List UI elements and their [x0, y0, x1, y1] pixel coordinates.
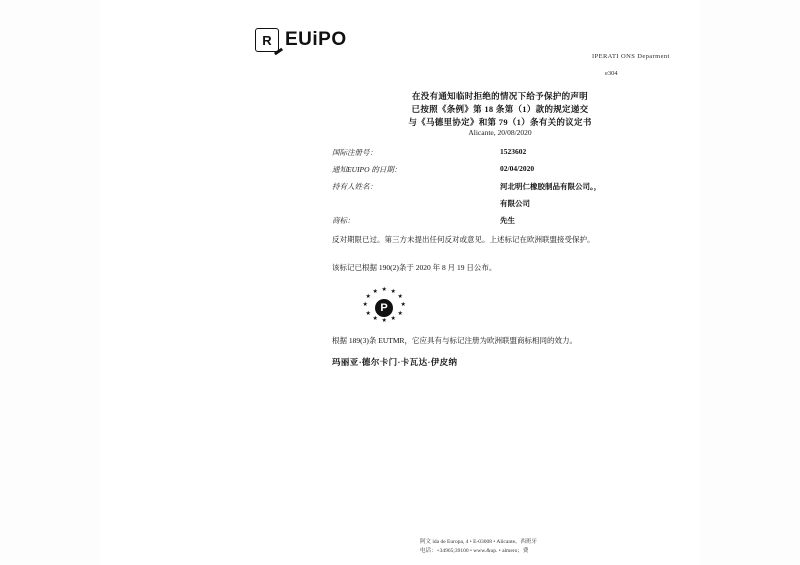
document-title [200, 90, 800, 130]
title-line-3: 与《马德里协定》和第 79（1）条有关的议定书 [408, 117, 592, 128]
paragraph-publication: 该标记已根据 190(2)条于 2020 年 8 月 19 日公布。 [332, 263, 497, 272]
place-and-date: Alicante, 20/08/2020 [468, 128, 532, 137]
field-label-registration-number: 国际注册号： [332, 148, 377, 157]
department-line: IPERATI ONS Deparment [592, 53, 670, 60]
field-row [100, 215, 800, 232]
field-label-notification-date: 通知EUIPO 的日期： [332, 165, 402, 174]
footer-contact: 电话：+34965;39100 • www.&up. • almero；费 [420, 548, 529, 555]
field-row [100, 147, 800, 164]
emblem-center-letter: P [375, 299, 393, 317]
document-footer [420, 538, 780, 556]
field-list [100, 147, 800, 232]
footer-address: 阿文 ida de Europa, 4 • E-03008 • Alicante、西班牙 [420, 539, 538, 545]
paragraph-effect: 根据 189(3)条 EUTMR，它应具有与标记注册为欧洲联盟商标相同的效力。 [332, 336, 577, 345]
field-row [100, 164, 800, 181]
field-value-trademark: 先生 [500, 216, 515, 225]
title-line-1: 在没有通知临时拒绝的情况下给予保护的声明 [411, 91, 588, 101]
signatory-name: 玛丽亚·德尔卡门·卡瓦达·伊皮纳 [332, 357, 458, 367]
field-value-holder-name-line2: 有限公司 [500, 199, 530, 208]
field-row [100, 181, 800, 198]
euipo-logo-mark-icon: R [255, 28, 279, 52]
emblem-stars: ★ ★ ★ ★ ★ ★ ★ ★ ★ ★ ★ ★ [362, 287, 406, 324]
euipo-logo-text: EUiPO [285, 29, 347, 50]
field-row [100, 198, 800, 215]
field-value-notification-date: 02/04/2020 [500, 164, 535, 173]
euipo-logo [255, 28, 347, 52]
field-label-trademark: 商标： [332, 216, 355, 225]
paragraph-opposition: 反对期限已过。第三方未提出任何反对或意见。上述标记在欧洲联盟接受保护。 [332, 235, 595, 244]
field-value-registration-number: 1523602 [500, 147, 527, 156]
title-line-2: 已按照《条例》第 18 条第（1）款的规定递交 [411, 104, 589, 115]
field-value-holder-name: 河北明仁橡胶制品有限公司。， [500, 182, 602, 191]
paper-sheet [100, 0, 700, 565]
document-reference: e304 [605, 70, 618, 77]
field-label-holder-name: 持有人姓名： [332, 182, 377, 191]
eu-emblem-icon [362, 288, 406, 328]
